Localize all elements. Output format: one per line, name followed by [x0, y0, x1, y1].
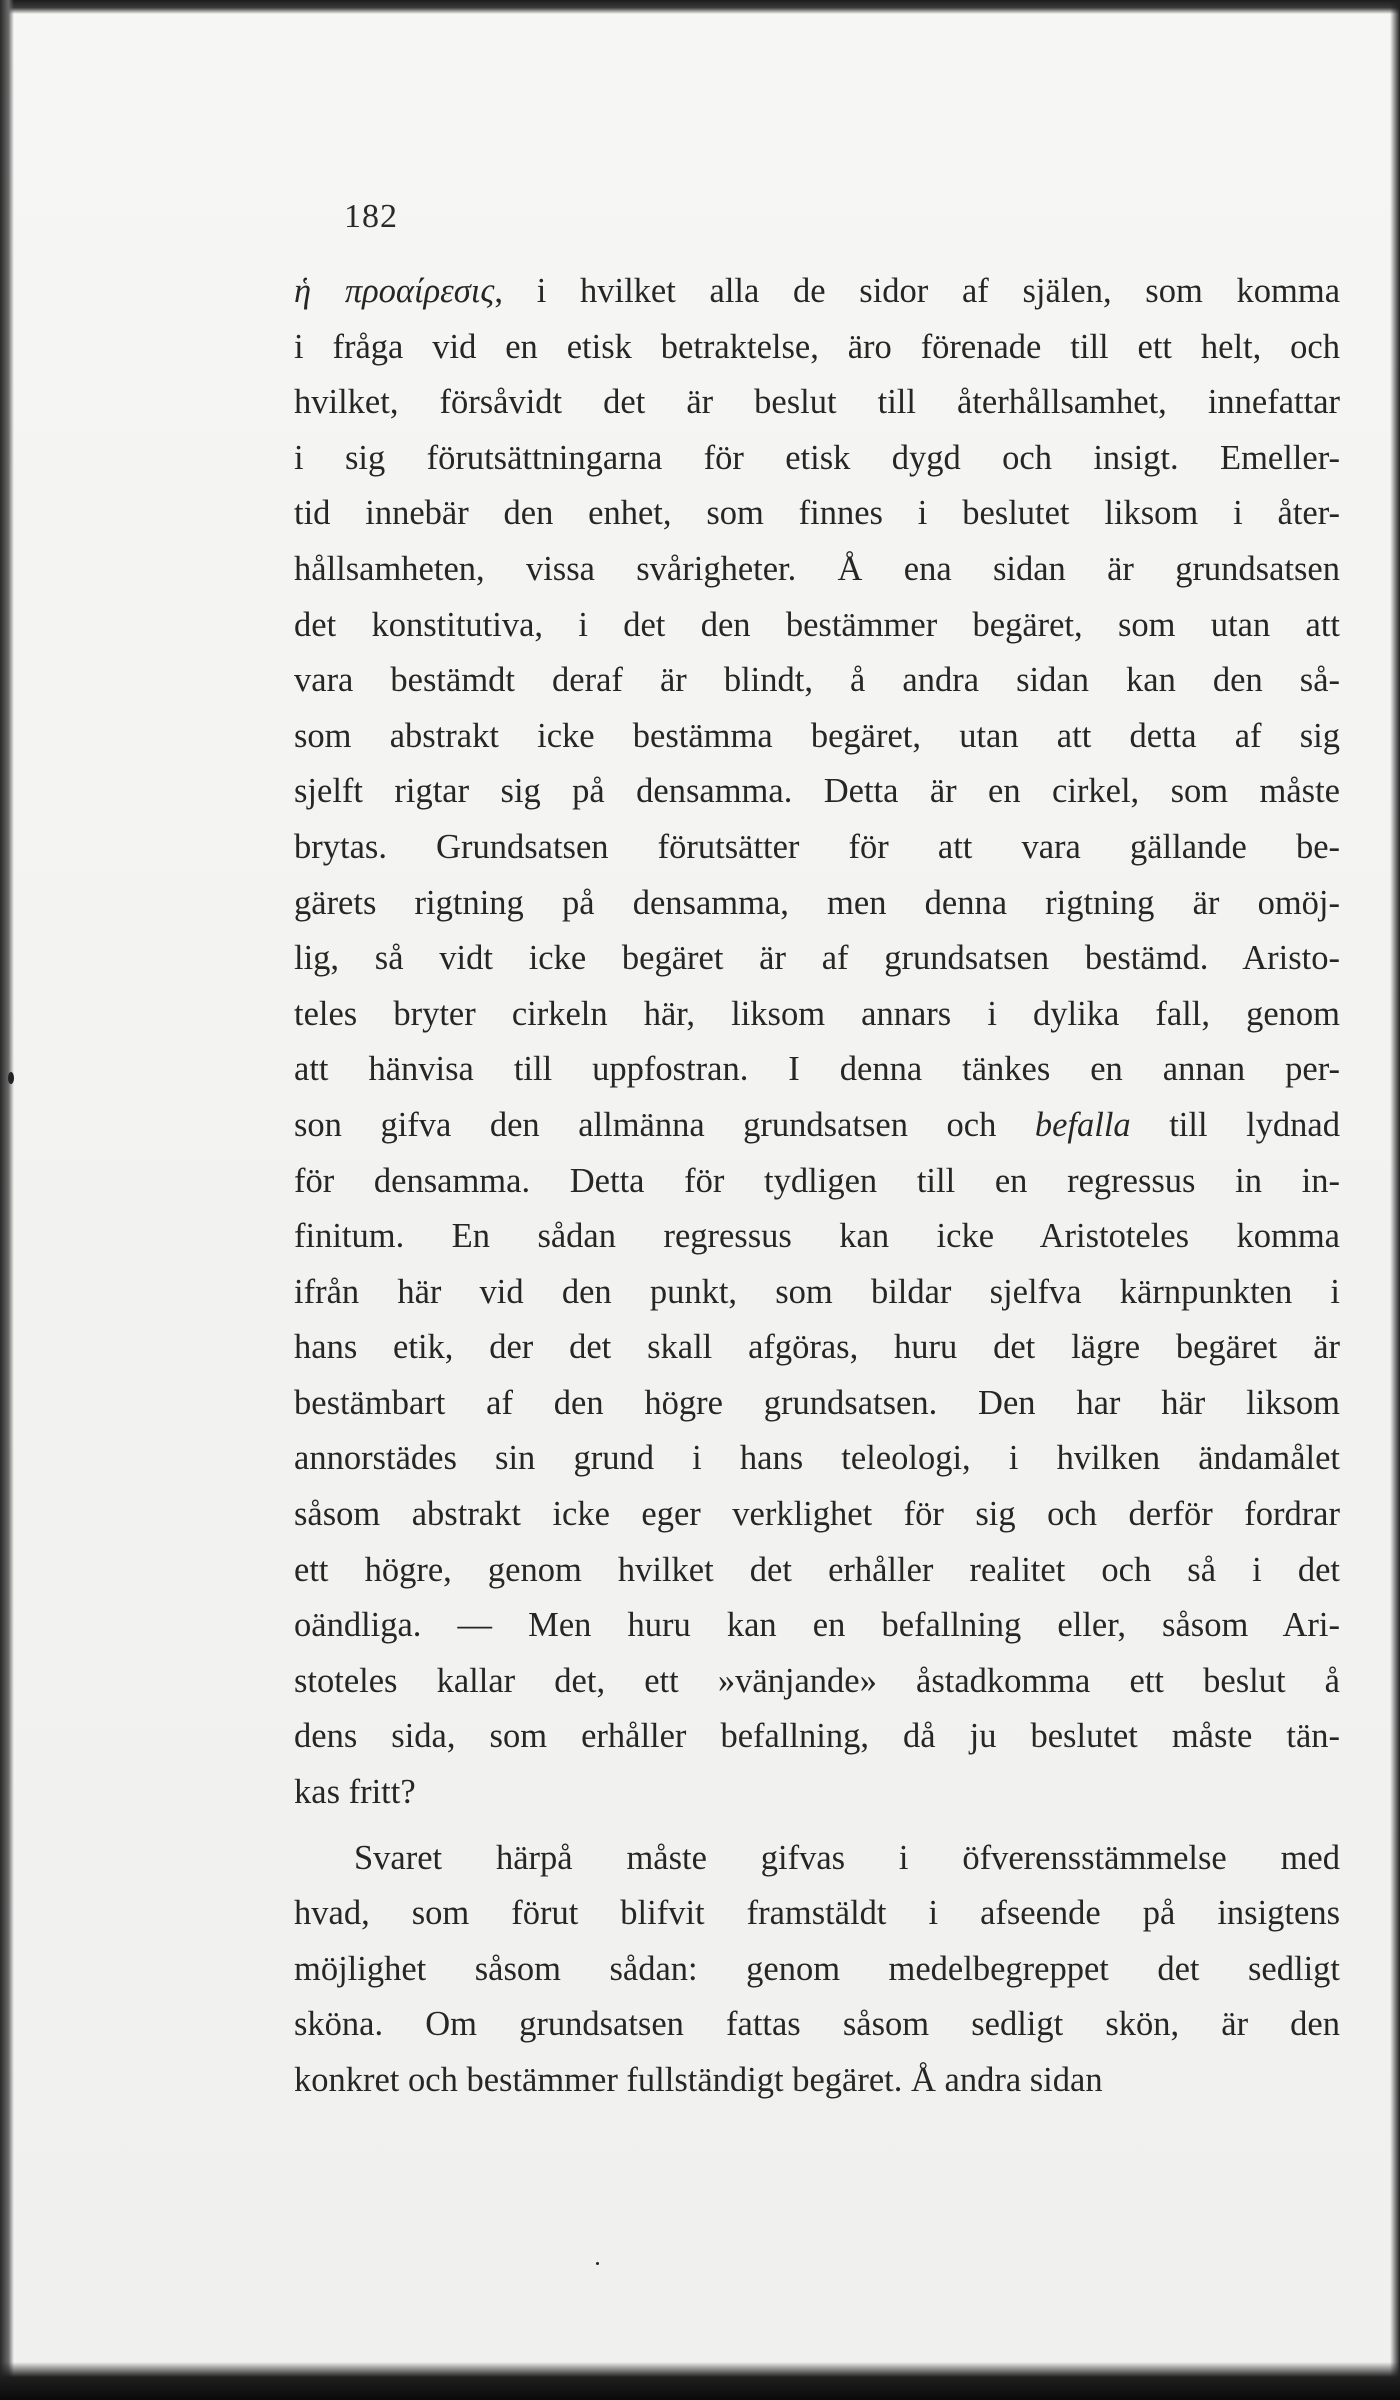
text-line: hållsamheten, vissa svårigheter. Å ena sidan är grundsatsen	[294, 549, 1340, 588]
paragraph	[294, 1831, 1340, 2109]
text-line: bestämbart af den högre grundsatsen. Den har här liksom	[294, 1383, 1340, 1422]
text-line: att hänvisa till uppfostran. I denna tänkes en annan per-	[294, 1050, 1340, 1089]
text-line: möjlighet såsom sådan: genom medelbegreppet det sedligt	[294, 1949, 1340, 1988]
scan-edge-right	[1390, 0, 1400, 2400]
line-fragment: son gifva den allmänna grundsatsen och	[294, 1105, 1035, 1144]
text-line: kas fritt?	[294, 1773, 416, 1812]
text-line: annorstädes sin grund i hans teleologi, i hvilken ändamålet	[294, 1439, 1340, 1478]
text-line: brytas. Grundsatsen förutsätter för att vara gällande be-	[294, 827, 1340, 866]
text-line: gärets rigtning på densamma, men denna rigtning är omöj-	[294, 883, 1340, 922]
text-line	[294, 1098, 1340, 1154]
scan-edge-left	[0, 0, 14, 2400]
body-text	[294, 264, 1340, 2109]
scan-edge-bottom	[0, 2362, 1400, 2400]
text-line: ett högre, genom hvilket det erhåller realitet och så i det	[294, 1550, 1340, 1589]
text-line: sköna. Om grundsatsen fattas såsom sedligt skön, är den	[294, 2005, 1340, 2044]
line-fragment: , i hvilket alla de sidor af själen, som komma	[494, 272, 1340, 310]
text-line: dens sida, som erhåller befallning, då ju beslutet måste tän-	[294, 1717, 1340, 1756]
text-line: Svaret härpå måste gifvas i öfverensstämmelse med	[354, 1838, 1340, 1877]
text-line: oändliga. — Men huru kan en befallning eller, såsom Ari-	[294, 1606, 1340, 1645]
text-line: hvilket, försåvidt det är beslut till återhållsamhet, innefattar	[294, 383, 1340, 422]
text-line	[294, 264, 1340, 320]
scan-edge-top	[0, 0, 1400, 14]
text-line: hans etik, der det skall afgöras, huru det lägre begäret är	[294, 1328, 1340, 1367]
emphasized-word: befalla	[1034, 1105, 1131, 1144]
text-line: ifrån här vid den punkt, som bildar sjelfva kärnpunkten i	[294, 1272, 1340, 1311]
text-line: det konstitutiva, i det den bestämmer begäret, som utan att	[294, 605, 1340, 644]
line-fragment: till lydnad	[1130, 1105, 1340, 1144]
page-number: 182	[344, 198, 398, 235]
text-line: teles bryter cirkeln här, liksom annars i dylika fall, genom	[294, 994, 1340, 1033]
greek-term: ἡ προαίρεσις	[294, 272, 495, 310]
text-line: för densamma. Detta för tydligen till en regressus in in-	[294, 1161, 1340, 1200]
text-line: i fråga vid en etisk betraktelse, äro förenade till ett helt, och	[294, 327, 1340, 366]
text-line: stoteles kallar det, ett »vänjande» åstadkomma ett beslut å	[294, 1661, 1340, 1700]
text-line: tid innebär den enhet, som finnes i beslutet liksom i åter-	[294, 494, 1340, 533]
paragraph	[294, 264, 1340, 1821]
paragraph-gap	[294, 1821, 1340, 1831]
text-line: som abstrakt icke bestämma begäret, utan att detta af sig	[294, 716, 1340, 755]
text-line: vara bestämdt deraf är blindt, å andra sidan kan den så-	[294, 661, 1340, 700]
dust-speck	[8, 1072, 14, 1084]
text-line: konkret och bestämmer fullständigt begäret. Å andra sidan	[294, 2061, 1103, 2099]
text-line: såsom abstrakt icke eger verklighet för sig och derför fordrar	[294, 1495, 1340, 1534]
text-line: i sig förutsättningarna för etisk dygd och insigt. Emeller-	[294, 438, 1340, 477]
text-line: hvad, som förut blifvit framstäldt i afseende på insigtens	[294, 1894, 1340, 1933]
text-line: finitum. En sådan regressus kan icke Aristoteles komma	[294, 1217, 1340, 1256]
text-line: lig, så vidt icke begäret är af grundsatsen bestämd. Aristo-	[294, 939, 1340, 978]
dust-speck	[596, 2262, 599, 2265]
text-line: sjelft rigtar sig på densamma. Detta är en cirkel, som måste	[294, 772, 1340, 811]
